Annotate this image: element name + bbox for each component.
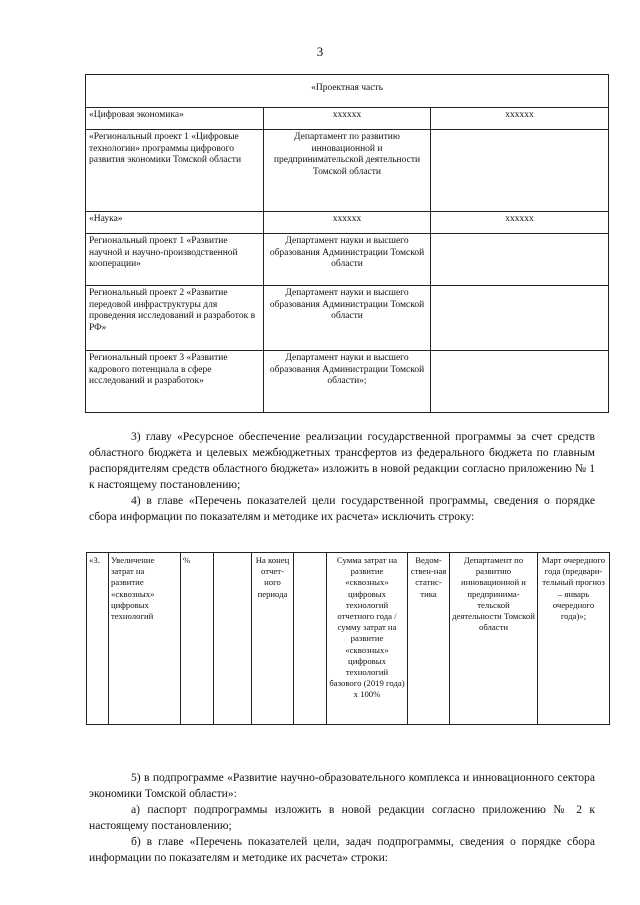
cell: [431, 234, 609, 286]
cell: Департамент науки и высшего образования Администрации Томской области: [264, 286, 431, 351]
cell: Департамент по развитию инновационной и предпринимательской деятельности Томской области: [264, 130, 431, 212]
indicator-row-table: [86, 552, 610, 725]
table-row: [86, 212, 609, 234]
paragraph-5: 5) в подпрограмме «Развитие научно-образовательного комплекса и инновационного сектора экономики Томской области»:: [89, 771, 595, 801]
cell: «3.: [87, 553, 109, 725]
table-header: «Проектная часть: [86, 75, 609, 108]
cell: Департамент по развитию инновационной и предпринима-тельской деятельности Томской области: [450, 553, 538, 725]
table-row: [86, 75, 609, 108]
cell: %: [181, 553, 214, 725]
paragraph-3: 3) главу «Ресурсное обеспечение реализации государственной программы за счет средств областного бюджета и целевых межбюджетных трансфертов из федерального бюджета по главным распорядителям средств областного бюджета» изложить в новой редакции согласно приложению № 1 к настоящему постановлению;: [89, 430, 595, 492]
table-row: [86, 130, 609, 212]
table-row: [86, 234, 609, 286]
cell: [431, 286, 609, 351]
paragraph-5b: б) в главе «Перечень показателей цели, задач подпрограммы, сведения о порядке сбора информации по показателям и методике их расчета» строки:: [89, 835, 595, 865]
cell: хххххх: [264, 108, 431, 130]
cell: Региональный проект 3 «Развитие кадрового потенциала в сфере исследований и разработок»: [86, 351, 264, 413]
cell: На конец отчет-ного периода: [252, 553, 294, 725]
cell: Департамент науки и высшего образования Администрации Томской области: [264, 234, 431, 286]
cell: [431, 351, 609, 413]
paragraph-5a: а) паспорт подпрограммы изложить в новой редакции согласно приложению № 2 к настоящему постановлению;: [89, 803, 595, 833]
page-number: 3: [316, 44, 324, 59]
cell: «Наука»: [86, 212, 264, 234]
cell: «Региональный проект 1 «Цифровые технологии» программы цифрового развития экономики Томской области: [86, 130, 264, 212]
project-part-table: [85, 74, 609, 413]
cell: [431, 130, 609, 212]
table-row: [86, 108, 609, 130]
cell: Март очередного года (предвари-тельный прогноз – январь очередного года)»;: [538, 553, 610, 725]
cell: [214, 553, 252, 725]
cell: «Цифровая экономика»: [86, 108, 264, 130]
table-row: [86, 286, 609, 351]
cell: Увеличение затрат на развитие «сквозных» цифровых технологий: [109, 553, 181, 725]
cell: Департамент науки и высшего образования Администрации Томской области»;: [264, 351, 431, 413]
cell: Региональный проект 1 «Развитие научной и научно-производственной кооперации»: [86, 234, 264, 286]
cell: хххххх: [431, 108, 609, 130]
cell: Региональный проект 2 «Развитие передовой инфраструктуры для проведения исследований и разработок в РФ»: [86, 286, 264, 351]
paragraph-4: 4) в главе «Перечень показателей цели государственной программы, сведения о порядке сбора информации по показателям и методике их расчета» исключить строку:: [89, 494, 595, 524]
table-row: [87, 553, 610, 725]
cell: Ведом-ствен-ная статис-тика: [408, 553, 450, 725]
cell: хххххх: [264, 212, 431, 234]
cell: Сумма затрат на развитие «сквозных» цифровых технологий отчетного года / сумму затрат на развитие «сквозных» цифровых технологий базового (2019 года) х 100%: [327, 553, 408, 725]
table-row: [86, 351, 609, 413]
cell: [294, 553, 327, 725]
cell: хххххх: [431, 212, 609, 234]
